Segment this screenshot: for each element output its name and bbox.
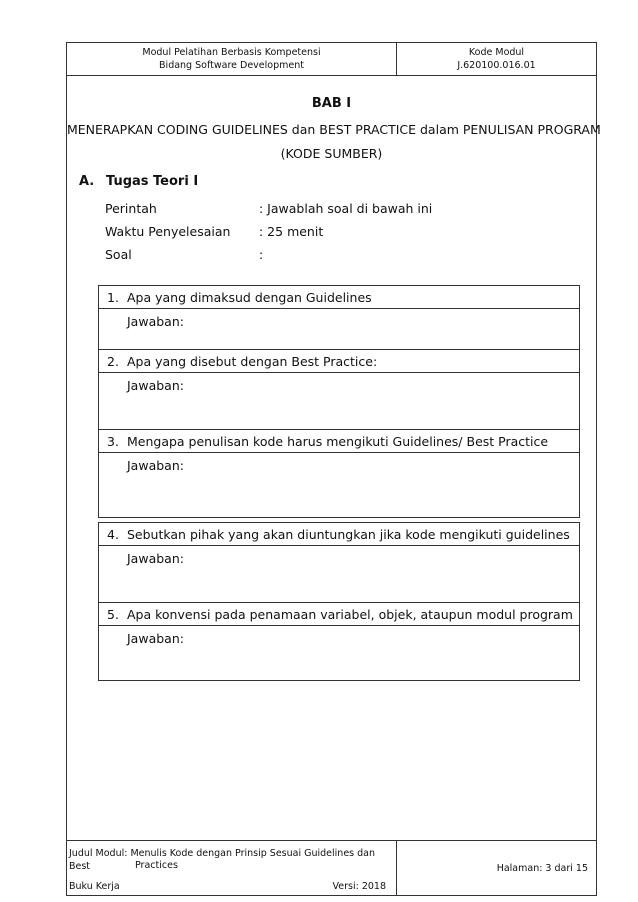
info-row-waktu xyxy=(105,224,323,239)
chapter-title-line1: MENERAPKAN CODING GUIDELINES dan BEST PRACTICE dalam PENULISAN PROGRAM xyxy=(67,122,601,137)
question-number: 4. xyxy=(107,527,119,542)
question-3 xyxy=(99,430,579,453)
question-text: Apa yang dimaksud dengan Guidelines xyxy=(127,290,372,305)
question-number: 1. xyxy=(107,290,119,305)
answer-label: Jawaban: xyxy=(127,458,184,473)
answer-area-3[interactable] xyxy=(99,453,579,510)
question-number: 2. xyxy=(107,354,119,369)
section-heading xyxy=(79,174,198,189)
page-frame xyxy=(66,42,601,896)
chapter-title-line2: (KODE SUMBER) xyxy=(280,146,383,161)
info-label: Waktu Penyelesaian xyxy=(105,224,231,239)
info-label: Soal xyxy=(105,247,132,262)
question-1 xyxy=(99,286,579,309)
footer-module-title-cont: Practices xyxy=(135,860,178,871)
answer-area-2[interactable] xyxy=(99,373,579,430)
footer-page-number: Halaman: 3 dari 15 xyxy=(496,862,588,874)
info-value: : 25 menit xyxy=(259,224,324,239)
info-row-perintah xyxy=(105,201,432,216)
question-text: Mengapa penulisan kode harus mengikuti Guidelines/ Best Practice xyxy=(127,434,549,449)
answer-label: Jawaban: xyxy=(127,631,184,646)
footer-module-title: Judul Modul: Menulis Kode dengan Prinsip Sesuai Guidelines dan Best xyxy=(69,848,376,872)
header-code-value: J.620100.016.01 xyxy=(457,60,536,71)
question-text: Apa konvensi pada penamaan variabel, objek, ataupun modul program xyxy=(127,607,573,622)
header-module-line1: Modul Pelatihan Berbasis Kompetensi xyxy=(142,47,321,58)
footer-book: Buku Kerja xyxy=(69,881,120,892)
header-module-cell xyxy=(67,43,397,75)
info-value: : Jawablah soal di bawah ini xyxy=(259,201,433,216)
info-label: Perintah xyxy=(105,201,157,216)
info-value: : xyxy=(259,247,264,262)
question-text: Apa yang disebut dengan Best Practice: xyxy=(127,354,378,369)
answer-area-5[interactable] xyxy=(99,626,579,680)
question-5 xyxy=(99,603,579,626)
footer-right-cell xyxy=(397,841,596,895)
answer-label: Jawaban: xyxy=(127,314,184,329)
section-letter: A. xyxy=(79,174,95,189)
question-4 xyxy=(99,523,579,546)
page-footer xyxy=(67,840,596,895)
header-module-line2: Bidang Software Development xyxy=(159,60,304,71)
answer-area-4[interactable] xyxy=(99,546,579,603)
question-2 xyxy=(99,350,579,373)
header-code-label: Kode Modul xyxy=(468,47,525,58)
question-box-1 xyxy=(98,285,580,518)
question-box-2 xyxy=(98,522,580,681)
answer-label: Jawaban: xyxy=(127,378,184,393)
page-header xyxy=(67,43,596,76)
answer-label: Jawaban: xyxy=(127,551,184,566)
section-title: Tugas Teori I xyxy=(106,174,199,189)
footer-version: Versi: 2018 xyxy=(332,881,386,892)
question-number: 3. xyxy=(107,434,119,449)
answer-area-1[interactable] xyxy=(99,309,579,350)
info-row-soal xyxy=(105,247,263,262)
chapter-number: BAB I xyxy=(311,96,352,111)
question-text: Sebutkan pihak yang akan diuntungkan jika kode mengikuti guidelines xyxy=(127,527,570,542)
question-number: 5. xyxy=(107,607,119,622)
footer-left-cell xyxy=(67,841,397,895)
header-code-cell xyxy=(397,43,596,75)
